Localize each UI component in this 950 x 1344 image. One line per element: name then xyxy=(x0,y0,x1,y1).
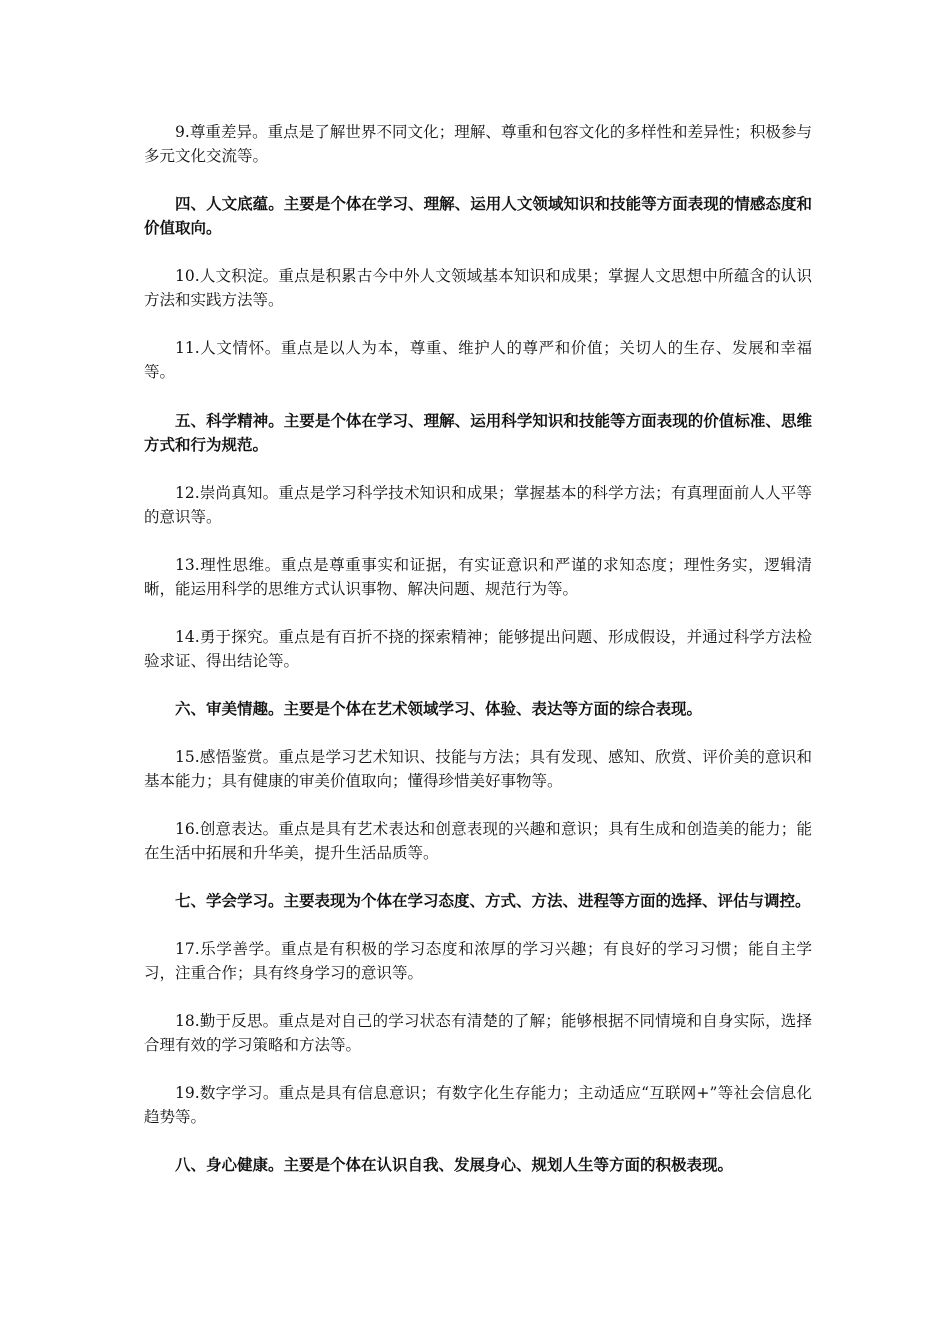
paragraph-inquiry: 14.勇于探究。重点是有百折不挠的探索精神；能够提出问题、形成假设，并通过科学方法检验求证、得出结论等。 xyxy=(144,628,812,670)
paragraph-creative-expression: 16.创意表达。重点是具有艺术表达和创意表现的兴趣和意识；具有生成和创造美的能力；能在生活中拓展和升华美，提升生活品质等。 xyxy=(144,820,812,862)
paragraph-enjoy-learning: 17.乐学善学。重点是有积极的学习态度和浓厚的学习兴趣；有良好的学习习惯；能自主学习，注重合作；具有终身学习的意识等。 xyxy=(144,940,812,982)
paragraph-pursue-truth: 12.崇尚真知。重点是学习科学技术知识和成果；掌握基本的科学方法；有真理面前人人平等的意识等。 xyxy=(144,484,812,526)
heading-scientific-spirit: 五、科学精神。主要是个体在学习、理解、运用科学知识和技能等方面表现的价值标准、思维方式和行为规范。 xyxy=(144,411,812,454)
heading-learning: 七、学会学习。主要表现为个体在学习态度、方式、方法、进程等方面的选择、评估与调控。 xyxy=(175,891,811,910)
heading-humanities: 四、人文底蕴。主要是个体在学习、理解、运用人文领域知识和技能等方面表现的情感态度和价值取向。 xyxy=(144,194,812,237)
paragraph-digital-learning: 19.数字学习。重点是具有信息意识；有数字化生存能力；主动适应“互联网+”等社会信息化趋势等。 xyxy=(144,1084,812,1126)
heading-aesthetics: 六、审美情趣。主要是个体在艺术领域学习、体验、表达等方面的综合表现。 xyxy=(175,699,703,718)
paragraph-respect-difference: 9.尊重差异。重点是了解世界不同文化；理解、尊重和包容文化的多样性和差异性；积极参与多元文化交流等。 xyxy=(144,123,812,165)
paragraph-reflection: 18.勤于反思。重点是对自己的学习状态有清楚的了解；能够根据不同情境和自身实际，选择合理有效的学习策略和方法等。 xyxy=(144,1012,812,1054)
paragraph-rational-thinking: 13.理性思维。重点是尊重事实和证据，有实证意识和严谨的求知态度；理性务实，逻辑清晰，能运用科学的思维方式认识事物、解决问题、规范行为等。 xyxy=(144,556,812,598)
heading-health: 八、身心健康。主要是个体在认识自我、发展身心、规划人生等方面的积极表现。 xyxy=(175,1155,734,1174)
paragraph-humanities-accumulation: 10.人文积淀。重点是积累古今中外人文领域基本知识和成果；掌握人文思想中所蕴含的认识方法和实践方法等。 xyxy=(144,267,812,309)
paragraph-appreciation: 15.感悟鉴赏。重点是学习艺术知识、技能与方法；具有发现、感知、欣赏、评价美的意识和基本能力；具有健康的审美价值取向；懂得珍惜美好事物等。 xyxy=(144,748,812,790)
paragraph-humanistic-care: 11.人文情怀。重点是以人为本，尊重、维护人的尊严和价值；关切人的生存、发展和幸福等。 xyxy=(144,339,812,381)
